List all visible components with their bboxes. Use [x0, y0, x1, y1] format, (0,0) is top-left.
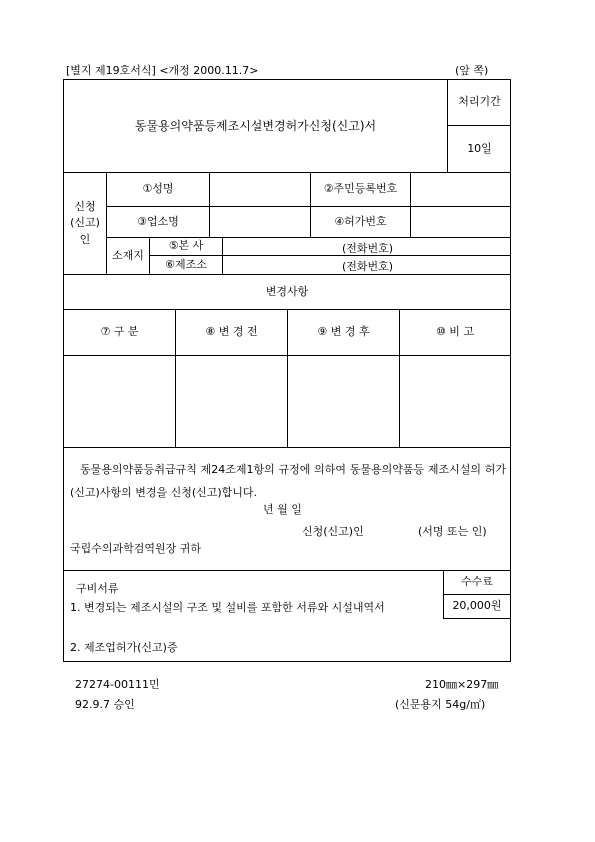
change-category-field[interactable] — [64, 356, 175, 447]
factory-label: ⑥제조소 — [165, 257, 207, 271]
change-remarks-field[interactable] — [400, 356, 510, 447]
form-code: 27274-00111민 — [75, 678, 160, 691]
headquarters-label: ⑤본 사 — [168, 239, 204, 253]
application-statement: 동물용의약품등취급규칙 제24조제1항의 규정에 의하여 동물용의약품등 제조시설의 허가(신고)사항의 변경을 신청(신고)합니다. — [70, 463, 506, 499]
business-name-label: ③업소명 — [137, 214, 179, 228]
required-documents-title: 구비서류 — [76, 582, 119, 595]
fee-label: 수수료 — [461, 575, 493, 589]
location-label: 소재지 — [112, 248, 144, 262]
column-header-remarks: ⑩ 비 고 — [435, 325, 475, 339]
factory-phone-label: (전화번호) — [342, 260, 394, 273]
application-form — [63, 79, 511, 662]
column-header-after: ⑨ 변 경 후 — [317, 325, 370, 339]
changes-section-title: 변경사항 — [265, 284, 309, 298]
resident-number-label: ②주민등록번호 — [323, 182, 398, 196]
required-document-item: 2. 제조업허가(신고)증 — [70, 641, 178, 654]
name-field[interactable] — [210, 173, 310, 206]
resident-number-field[interactable] — [411, 173, 510, 206]
required-document-item: 1. 변경되는 제조시설의 구조 및 설비를 포함한 서류와 시설내역서 — [70, 601, 385, 614]
processing-period-label: 처리기간 — [458, 95, 501, 109]
change-after-field[interactable] — [288, 356, 399, 447]
business-name-field[interactable] — [210, 207, 310, 237]
column-header-category: ⑦ 구 분 — [100, 325, 139, 339]
form-reference: [별지 제19호서식] <개정 2000.11.7> — [66, 64, 259, 77]
date-line: 년 월 일 — [263, 503, 302, 516]
processing-period-value: 10일 — [467, 141, 492, 155]
name-label: ①성명 — [142, 182, 174, 196]
fee-amount: 20,000원 — [452, 599, 502, 613]
headquarters-phone-label: (전화번호) — [342, 242, 394, 255]
permit-number-field[interactable] — [411, 207, 510, 237]
signature-note: (서명 또는 인) — [418, 525, 487, 538]
permit-number-label: ④허가번호 — [334, 214, 387, 228]
applicant-signature-label: 신청(신고)인 — [302, 525, 364, 538]
approval-date: 92.9.7 승인 — [75, 698, 135, 711]
column-header-before: ⑧ 변 경 전 — [205, 325, 258, 339]
page-side-label: (앞 쪽) — [455, 64, 489, 77]
applicant-section-label: 신청 (신고) 인 — [70, 199, 100, 246]
paper-size: 210㎜×297㎜ — [425, 678, 499, 691]
change-before-field[interactable] — [176, 356, 287, 447]
form-title: 동물용의약품등제조시설변경허가신청(신고)서 — [134, 119, 377, 133]
paper-spec: (신문용지 54g/㎡) — [395, 698, 486, 711]
recipient-line: 국립수의과학검역원장 귀하 — [70, 542, 202, 555]
